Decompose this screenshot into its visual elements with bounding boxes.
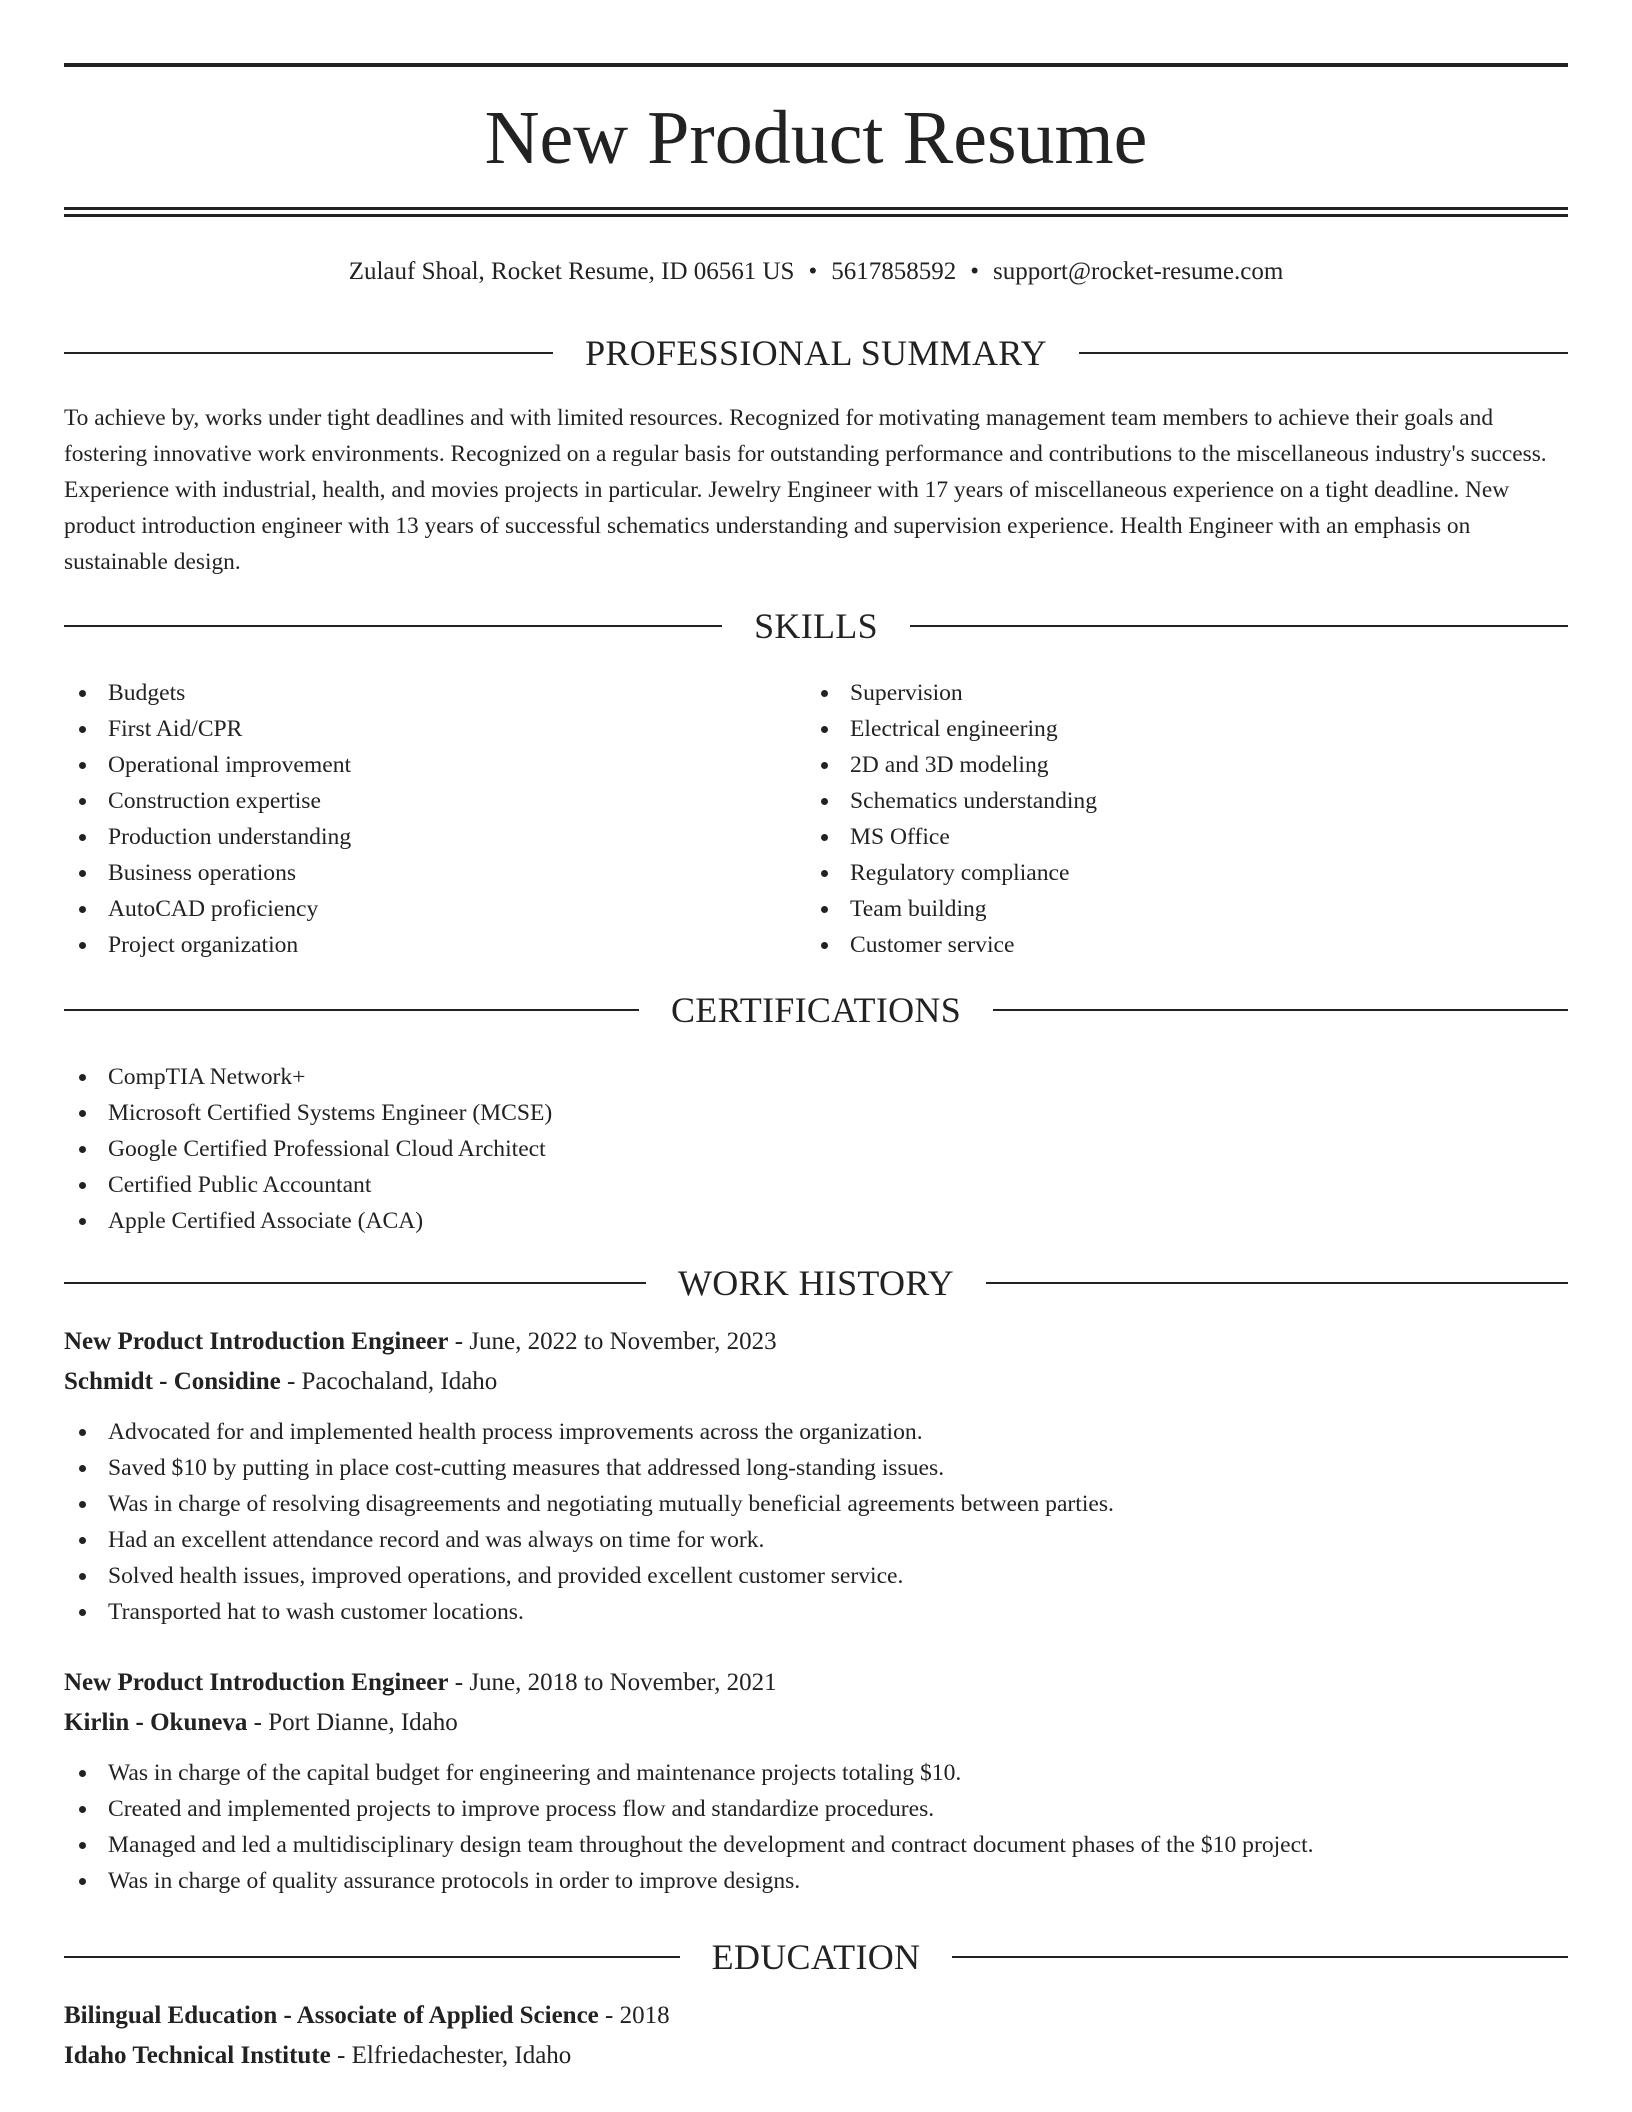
section-heading-skills (64, 604, 1568, 648)
certification-item: CompTIA Network+ (64, 1059, 1568, 1095)
skill-item: Regulatory compliance (806, 855, 1506, 891)
job-bullet: Had an excellent attendance record and was always on time for work. (64, 1522, 1568, 1558)
skill-item: Budgets (64, 675, 764, 711)
skill-item: Supervision (806, 675, 1506, 711)
skill-item: Customer service (806, 927, 1506, 963)
education-location: - Elfriedachester, Idaho (330, 2042, 572, 2069)
certification-item: Microsoft Certified Systems Engineer (MCSE) (64, 1095, 1568, 1131)
job-bullet: Was in charge of quality assurance protocols in order to improve designs. (64, 1863, 1568, 1899)
skills-list-left (64, 675, 764, 963)
job-bullet: Advocated for and implemented health process improvements across the organization. (64, 1414, 1568, 1450)
job-company-line (64, 1703, 1568, 1743)
job-company: Kirlin - Okuneva (64, 1709, 248, 1736)
heading-rule-right (952, 1956, 1568, 1958)
education-entry (64, 1996, 1568, 2076)
job-bullet: Saved $10 by putting in place cost-cutting measures that addressed long-standing issues. (64, 1450, 1568, 1486)
heading-rule-left (64, 352, 553, 354)
job-title: New Product Introduction Engineer (64, 1669, 449, 1696)
job-location: - Pacochaland, Idaho (280, 1368, 498, 1395)
education-school: Idaho Technical Institute (64, 2042, 331, 2069)
contact-phone: 5617858592 (831, 258, 957, 285)
job-title-line (64, 1663, 1568, 1703)
skill-item: AutoCAD proficiency (64, 891, 764, 927)
title-double-rule (64, 207, 1568, 217)
section-title: PROFESSIONAL SUMMARY (585, 333, 1047, 373)
job-bullet: Created and implemented projects to improve process flow and standardize procedures. (64, 1791, 1568, 1827)
job-location: - Port Dianne, Idaho (247, 1709, 458, 1736)
top-rule (64, 63, 1568, 67)
certification-item: Apple Certified Associate (ACA) (64, 1203, 1568, 1239)
heading-rule-left (64, 1282, 646, 1284)
skill-item: 2D and 3D modeling (806, 747, 1506, 783)
section-title: CERTIFICATIONS (670, 990, 962, 1030)
heading-rule-right (993, 1009, 1568, 1011)
contact-separator: • (808, 258, 818, 285)
certification-item: Google Certified Professional Cloud Architect (64, 1131, 1568, 1167)
job-entry (64, 1663, 1568, 1899)
heading-rule-right (1079, 352, 1568, 354)
heading-rule-right (986, 1282, 1568, 1284)
education-degree-line (64, 1996, 1568, 2036)
heading-rule-left (64, 625, 722, 627)
heading-rule-right (910, 625, 1568, 627)
section-heading-certifications (64, 988, 1568, 1032)
contact-separator: • (970, 258, 979, 285)
summary-text: To achieve by, works under tight deadlines and with limited resources. Recognized for motivating management team members to achieve their goals and fostering innovative work environments. Recognized on a regular basis for outstanding performance and contributions to the miscellaneous industry's success. Experience with industrial, health, and movies projects in particular. Jewelry Engineer with 17 years of miscellaneous experience on a tight deadline. New product introduction engineer with 13 years of successful schematics understanding and supervision experience. Health Engineer with an emphasis on sustainable design. (64, 405, 1547, 575)
skill-item: Business operations (64, 855, 764, 891)
skill-item: Construction expertise (64, 783, 764, 819)
skill-item: First Aid/CPR (64, 711, 764, 747)
skill-item: Production understanding (64, 819, 764, 855)
section-heading-work-history (64, 1261, 1568, 1305)
job-bullet: Managed and led a multidisciplinary design team throughout the development and contract document phases of the $10 project. (64, 1827, 1568, 1863)
skill-item: MS Office (806, 819, 1506, 855)
job-bullet: Solved health issues, improved operations, and provided excellent customer service. (64, 1558, 1568, 1594)
skills-list-right (806, 675, 1506, 963)
job-bullet: Transported hat to wash customer locations. (64, 1594, 1568, 1630)
education-school-line (64, 2036, 1568, 2076)
contact-email: support@rocket-resume.com (993, 258, 1284, 285)
skill-item: Project organization (64, 927, 764, 963)
section-heading-summary (64, 331, 1568, 375)
section-title: SKILLS (754, 606, 878, 646)
skill-item: Schematics understanding (806, 783, 1506, 819)
section-heading-education (64, 1935, 1568, 1979)
resume-title: New Product Resume (484, 96, 1148, 180)
education-degree: Bilingual Education - Associate of Applied Science (64, 2002, 599, 2029)
job-title: New Product Introduction Engineer (64, 1328, 449, 1355)
certification-item: Certified Public Accountant (64, 1167, 1568, 1203)
contact-address: Zulauf Shoal, Rocket Resume, ID 06561 US (348, 258, 795, 285)
job-dates: - June, 2022 to November, 2023 (448, 1328, 777, 1355)
heading-rule-left (64, 1009, 639, 1011)
contact-line (64, 255, 1568, 289)
education-year: - 2018 (598, 2002, 670, 2029)
skill-item: Operational improvement (64, 747, 764, 783)
job-entry (64, 1322, 1568, 1630)
job-company-line (64, 1362, 1568, 1402)
job-bullets (64, 1414, 1568, 1630)
job-dates: - June, 2018 to November, 2021 (448, 1669, 777, 1696)
job-bullet: Was in charge of the capital budget for engineering and maintenance projects totaling $10. (64, 1755, 1568, 1791)
section-title: EDUCATION (711, 1937, 921, 1977)
certifications-list (64, 1059, 1568, 1239)
job-title-line (64, 1322, 1568, 1362)
job-bullets (64, 1755, 1568, 1899)
section-title: WORK HISTORY (678, 1263, 954, 1303)
skill-item: Team building (806, 891, 1506, 927)
skill-item: Electrical engineering (806, 711, 1506, 747)
heading-rule-left (64, 1956, 680, 1958)
job-bullet: Was in charge of resolving disagreements and negotiating mutually beneficial agreements between parties. (64, 1486, 1568, 1522)
job-company: Schmidt - Considine (64, 1368, 281, 1395)
